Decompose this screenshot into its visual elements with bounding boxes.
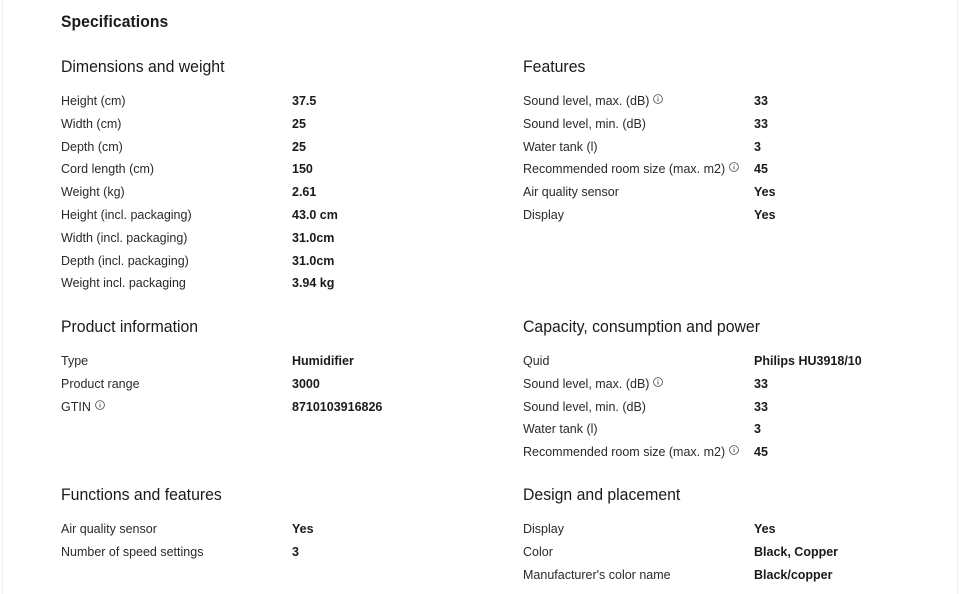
spec-value: Philips HU3918/10 bbox=[754, 354, 862, 368]
spec-value: Yes bbox=[754, 522, 776, 536]
spec-label-text: Recommended room size (max. m2) bbox=[523, 162, 726, 177]
spec-label-text: Water tank (l) bbox=[523, 139, 598, 154]
spec-label-text: Sound level, min. (dB) bbox=[523, 116, 646, 131]
info-icon[interactable] bbox=[653, 94, 663, 104]
spec-row-sound-level-min-db bbox=[523, 396, 923, 419]
spec-label-text: Air quality sensor bbox=[523, 185, 619, 200]
info-icon[interactable] bbox=[95, 400, 105, 410]
spec-list bbox=[523, 90, 923, 227]
section-title: Dimensions and weight bbox=[61, 57, 225, 76]
spec-label-text: Depth (cm) bbox=[61, 139, 123, 154]
spec-label-text: Cord length (cm) bbox=[61, 162, 155, 177]
spec-row-weight-incl-packaging bbox=[61, 272, 461, 295]
spec-label-text: Weight (kg) bbox=[61, 185, 125, 200]
spec-list bbox=[61, 90, 461, 295]
section-title: Features bbox=[523, 57, 586, 76]
section-dimensions-and-weight bbox=[61, 56, 461, 295]
spec-value: 3 bbox=[754, 139, 761, 154]
spec-value: Yes bbox=[754, 207, 776, 222]
spec-label bbox=[61, 350, 88, 373]
spec-value: Yes bbox=[292, 522, 314, 536]
spec-value: 150 bbox=[292, 162, 313, 177]
spec-row-sound-level-min-db bbox=[523, 113, 923, 136]
spec-label-text: Height (cm) bbox=[61, 94, 126, 108]
section-title: Product information bbox=[61, 317, 199, 336]
section-title: Capacity, consumption and power bbox=[523, 317, 760, 336]
spec-label-text: Sound level, min. (dB) bbox=[523, 399, 646, 414]
section-functions-and-features bbox=[61, 484, 461, 564]
spec-row-recommended-room-size-max-m2 bbox=[523, 441, 923, 464]
spec-label bbox=[61, 396, 105, 419]
spec-row-water-tank-l bbox=[523, 418, 923, 441]
spec-value: 31.0cm bbox=[292, 253, 335, 268]
spec-value: 45 bbox=[754, 445, 768, 460]
spec-row-width-incl-packaging bbox=[61, 227, 461, 250]
spec-label-text: Manufacturer's color name bbox=[523, 567, 671, 582]
spec-value: Yes bbox=[754, 185, 776, 200]
spec-row-sound-level-max-db bbox=[523, 90, 923, 113]
spec-row-product-range bbox=[61, 373, 461, 396]
spec-row-display bbox=[523, 518, 923, 541]
spec-row-air-quality-sensor bbox=[523, 181, 923, 204]
spec-label bbox=[523, 564, 671, 587]
spec-value: 3 bbox=[754, 422, 761, 437]
spec-value: Humidifier bbox=[292, 354, 354, 368]
section-capacity-consumption-power bbox=[523, 316, 923, 464]
spec-value: 43.0 cm bbox=[292, 207, 338, 222]
spec-value: 33 bbox=[754, 116, 768, 131]
spec-value: 3 bbox=[292, 544, 299, 559]
spec-label-text: Type bbox=[61, 354, 89, 368]
spec-label-text: Width (incl. packaging) bbox=[61, 230, 188, 245]
section-design-and-placement bbox=[523, 484, 923, 586]
spec-row-manufacturer-s-color-name bbox=[523, 564, 923, 587]
spec-row-color bbox=[523, 541, 923, 564]
spec-row-height-incl-packaging bbox=[61, 204, 461, 227]
spec-label bbox=[61, 541, 203, 564]
spec-label-text: Water tank (l) bbox=[523, 422, 598, 437]
spec-value: 3000 bbox=[292, 376, 320, 391]
spec-label bbox=[523, 90, 663, 113]
spec-row-display bbox=[523, 204, 923, 227]
spec-value: Black, Copper bbox=[754, 544, 839, 559]
spec-list bbox=[523, 350, 923, 464]
spec-label bbox=[523, 136, 598, 159]
spec-row-gtin bbox=[61, 396, 461, 419]
spec-label bbox=[61, 250, 189, 273]
section-features bbox=[523, 56, 923, 227]
spec-list bbox=[61, 518, 461, 564]
spec-label bbox=[61, 136, 123, 159]
spec-value: Black/copper bbox=[754, 567, 833, 582]
spec-list bbox=[523, 518, 923, 586]
spec-label-text: Product range bbox=[61, 376, 140, 391]
spec-label bbox=[523, 396, 646, 419]
spec-row-quid bbox=[523, 350, 923, 373]
info-icon[interactable] bbox=[653, 377, 663, 387]
spec-row-weight-kg bbox=[61, 181, 461, 204]
spec-value: 25 bbox=[292, 139, 306, 154]
spec-label-text: Air quality sensor bbox=[61, 522, 157, 536]
spec-label-text: Weight incl. packaging bbox=[61, 276, 186, 291]
spec-value: 3.94 kg bbox=[292, 276, 335, 291]
spec-label bbox=[523, 518, 564, 541]
spec-label bbox=[61, 204, 192, 227]
spec-label-text: Sound level, max. (dB) bbox=[523, 94, 650, 108]
spec-label bbox=[61, 272, 186, 295]
section-product-information bbox=[61, 316, 461, 418]
spec-label bbox=[523, 204, 564, 227]
spec-label bbox=[523, 418, 598, 441]
spec-label-text: Width (cm) bbox=[61, 116, 122, 131]
spec-label-text: Quid bbox=[523, 354, 550, 368]
spec-row-water-tank-l bbox=[523, 136, 923, 159]
spec-value: 2.61 bbox=[292, 185, 317, 200]
spec-row-recommended-room-size-max-m2 bbox=[523, 158, 923, 181]
spec-label-text: Display bbox=[523, 522, 564, 536]
spec-label bbox=[523, 158, 739, 181]
info-icon[interactable] bbox=[729, 445, 739, 455]
info-icon[interactable] bbox=[729, 162, 739, 172]
spec-list bbox=[61, 350, 461, 418]
spec-value: 33 bbox=[754, 376, 768, 391]
spec-value: 33 bbox=[754, 399, 768, 414]
spec-label bbox=[523, 350, 549, 373]
spec-label bbox=[523, 181, 619, 204]
spec-label-text: Recommended room size (max. m2) bbox=[523, 445, 726, 460]
spec-row-width-cm bbox=[61, 113, 461, 136]
spec-row-depth-incl-packaging bbox=[61, 250, 461, 273]
spec-row-height-cm bbox=[61, 90, 461, 113]
spec-label bbox=[61, 518, 157, 541]
section-title: Functions and features bbox=[61, 485, 222, 504]
spec-value: 25 bbox=[292, 116, 306, 131]
page-title: Specifications bbox=[61, 12, 169, 31]
spec-label bbox=[523, 113, 646, 136]
spec-label bbox=[61, 227, 187, 250]
spec-value: 8710103916826 bbox=[292, 399, 383, 414]
spec-row-number-of-speed-settings bbox=[61, 541, 461, 564]
spec-label bbox=[61, 90, 126, 113]
spec-label-text: Number of speed settings bbox=[61, 544, 204, 559]
spec-label bbox=[61, 158, 154, 181]
spec-label bbox=[523, 541, 553, 564]
spec-label bbox=[523, 373, 663, 396]
spec-label-text: GTIN bbox=[61, 399, 91, 414]
spec-value: 33 bbox=[754, 94, 768, 108]
spec-label bbox=[61, 113, 121, 136]
spec-label-text: Height (incl. packaging) bbox=[61, 207, 192, 222]
spec-label bbox=[61, 181, 125, 204]
section-title: Design and placement bbox=[523, 485, 681, 504]
spec-label-text: Depth (incl. packaging) bbox=[61, 253, 189, 268]
spec-value: 37.5 bbox=[292, 94, 317, 108]
spec-label bbox=[61, 373, 140, 396]
spec-label bbox=[523, 441, 739, 464]
spec-row-depth-cm bbox=[61, 136, 461, 159]
spec-row-type bbox=[61, 350, 461, 373]
spec-value: 31.0cm bbox=[292, 230, 335, 245]
spec-value: 45 bbox=[754, 162, 768, 177]
spec-label-text: Color bbox=[523, 544, 553, 559]
spec-row-sound-level-max-db bbox=[523, 373, 923, 396]
spec-row-cord-length-cm bbox=[61, 158, 461, 181]
spec-label-text: Display bbox=[523, 207, 564, 222]
spec-label-text: Sound level, max. (dB) bbox=[523, 376, 650, 391]
spec-row-air-quality-sensor bbox=[61, 518, 461, 541]
